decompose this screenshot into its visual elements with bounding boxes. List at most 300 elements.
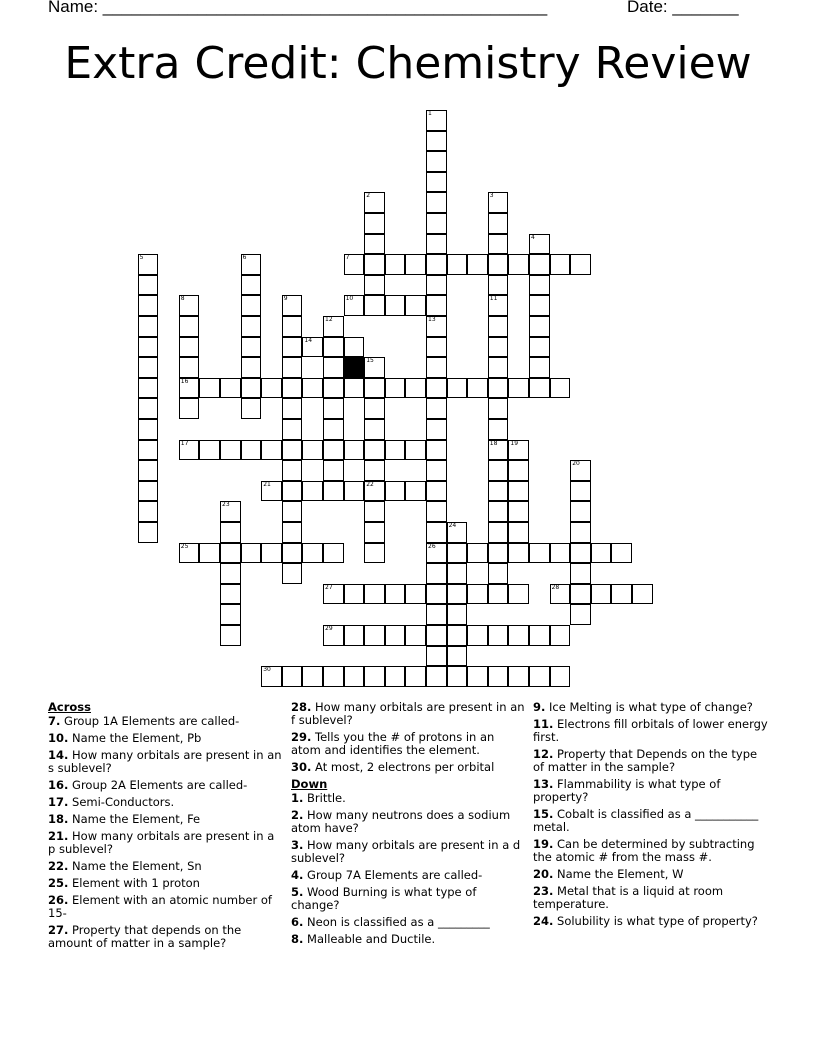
crossword-cell[interactable] (550, 378, 571, 399)
clue-number-label: 22. (48, 859, 69, 873)
crossword-cell[interactable] (364, 254, 385, 275)
crossword-cell[interactable] (405, 254, 426, 275)
crossword-cell[interactable] (508, 666, 529, 687)
crossword-cell[interactable] (364, 295, 385, 316)
crossword-cell[interactable] (570, 501, 591, 522)
clue-number: 23 (222, 501, 230, 509)
crossword-cell[interactable] (488, 460, 509, 481)
crossword-cell[interactable] (323, 666, 344, 687)
crossword-cell[interactable] (138, 378, 159, 399)
crossword-cell[interactable] (405, 584, 426, 605)
crossword-cell[interactable] (488, 543, 509, 564)
clue-number-label: 12. (533, 747, 554, 761)
crossword-cell[interactable] (220, 378, 241, 399)
crossword-cell[interactable] (344, 254, 365, 275)
clue-number-label: 16. (48, 778, 69, 792)
crossword-cell[interactable] (488, 295, 509, 316)
crossword-cell[interactable] (447, 378, 468, 399)
across-clue (48, 877, 284, 890)
crossword-cell[interactable] (261, 666, 282, 687)
crossword-cell[interactable] (488, 254, 509, 275)
crossword-cell[interactable] (138, 419, 159, 440)
crossword-cell[interactable] (241, 378, 262, 399)
crossword-cell[interactable] (282, 357, 303, 378)
crossword-cell[interactable] (323, 543, 344, 564)
crossword-cell[interactable] (426, 460, 447, 481)
date-field-label: Date: _______ (627, 0, 739, 16)
crossword-cell[interactable] (323, 419, 344, 440)
crossword-cell[interactable] (138, 316, 159, 337)
crossword-cell[interactable] (385, 625, 406, 646)
crossword-cell[interactable] (426, 440, 447, 461)
crossword-cell[interactable] (488, 522, 509, 543)
crossword-cell[interactable] (529, 337, 550, 358)
crossword-cell[interactable] (467, 543, 488, 564)
clue-number-label: 11. (533, 717, 554, 731)
crossword-cell[interactable] (220, 501, 241, 522)
clues-column-1 (48, 701, 284, 954)
crossword-cell[interactable] (529, 254, 550, 275)
crossword-cell[interactable] (282, 543, 303, 564)
crossword-cell[interactable] (302, 481, 323, 502)
crossword-cell[interactable] (405, 295, 426, 316)
across-clue (48, 894, 284, 920)
crossword-cell[interactable] (138, 398, 159, 419)
crossword-cell[interactable] (364, 357, 385, 378)
clue-number-label: 2. (291, 808, 304, 822)
crossword-cell[interactable] (488, 481, 509, 502)
across-clue (48, 860, 284, 873)
crossword-cell[interactable] (426, 316, 447, 337)
clue-number-label: 30. (291, 760, 312, 774)
crossword-cell[interactable] (570, 543, 591, 564)
crossword-cell[interactable] (241, 275, 262, 296)
crossword-cell[interactable] (426, 357, 447, 378)
crossword-cell[interactable] (138, 481, 159, 502)
crossword-cell[interactable] (426, 192, 447, 213)
crossword-cell[interactable] (138, 254, 159, 275)
clue-text: Semi-Conductors. (68, 795, 175, 809)
crossword-cell[interactable] (426, 419, 447, 440)
crossword-cell[interactable] (488, 275, 509, 296)
down-clue (291, 933, 527, 946)
black-cell (344, 357, 365, 378)
crossword-cell[interactable] (426, 481, 447, 502)
clue-number-label: 25. (48, 876, 69, 890)
crossword-cell[interactable] (447, 254, 468, 275)
crossword-cell[interactable] (550, 254, 571, 275)
crossword-cell[interactable] (241, 295, 262, 316)
crossword-cell[interactable] (282, 398, 303, 419)
clue-text: Element with an atomic number of 15- (48, 893, 272, 920)
clue-number: 1 (428, 110, 432, 117)
across-clue (48, 749, 284, 775)
crossword-cell[interactable] (323, 481, 344, 502)
crossword-cell[interactable] (385, 584, 406, 605)
crossword-cell[interactable] (364, 481, 385, 502)
crossword-cell[interactable] (220, 543, 241, 564)
crossword-cell[interactable] (282, 563, 303, 584)
crossword-cell[interactable] (591, 543, 612, 564)
clue-number: 10 (345, 295, 354, 303)
clue-text: Group 2A Elements are called- (68, 778, 248, 792)
crossword-cell[interactable] (138, 522, 159, 543)
crossword-cell[interactable] (364, 460, 385, 481)
down-clue-list-continued (533, 701, 769, 928)
clue-text: Name the Element, Fe (68, 812, 201, 826)
crossword-cell[interactable] (385, 440, 406, 461)
crossword-cell[interactable] (488, 419, 509, 440)
clue-number-label: 23. (533, 884, 554, 898)
crossword-cell[interactable] (529, 316, 550, 337)
crossword-cell[interactable] (241, 440, 262, 461)
crossword-cell[interactable] (138, 295, 159, 316)
crossword-cell[interactable] (138, 501, 159, 522)
crossword-cell[interactable] (364, 398, 385, 419)
crossword-cell[interactable] (508, 378, 529, 399)
crossword-cell[interactable] (220, 563, 241, 584)
crossword-cell[interactable] (282, 337, 303, 358)
crossword-cell[interactable] (550, 666, 571, 687)
crossword-cell[interactable] (405, 625, 426, 646)
crossword-cell[interactable] (364, 213, 385, 234)
crossword-cell[interactable] (323, 625, 344, 646)
clue-text: Metal that is a liquid at room temperature. (533, 884, 724, 911)
crossword-cell[interactable] (550, 584, 571, 605)
crossword-cell[interactable] (323, 460, 344, 481)
crossword-cell[interactable] (611, 584, 632, 605)
crossword-cell[interactable] (282, 440, 303, 461)
crossword-cell[interactable] (508, 440, 529, 461)
crossword-cell[interactable] (426, 172, 447, 193)
crossword-cell[interactable] (488, 213, 509, 234)
crossword-cell[interactable] (426, 501, 447, 522)
clue-number-label: 13. (533, 777, 554, 791)
crossword-cell[interactable] (323, 357, 344, 378)
crossword-cell[interactable] (447, 646, 468, 667)
crossword-cell[interactable] (508, 543, 529, 564)
crossword-cell[interactable] (508, 584, 529, 605)
crossword-cell[interactable] (426, 378, 447, 399)
crossword-cell[interactable] (323, 398, 344, 419)
down-clue (291, 886, 527, 912)
crossword-cell[interactable] (447, 625, 468, 646)
crossword-cell[interactable] (220, 584, 241, 605)
clue-number-label: 14. (48, 748, 69, 762)
crossword-cell[interactable] (323, 337, 344, 358)
crossword-cell[interactable] (385, 666, 406, 687)
crossword-cell[interactable] (385, 481, 406, 502)
crossword-cell[interactable] (344, 625, 365, 646)
crossword-cell[interactable] (344, 295, 365, 316)
crossword-cell[interactable] (282, 522, 303, 543)
clue-text: Name the Element, Sn (68, 859, 202, 873)
crossword-cell[interactable] (426, 110, 447, 131)
crossword-cell[interactable] (241, 398, 262, 419)
crossword-cell[interactable] (241, 254, 262, 275)
across-heading: Across (48, 700, 91, 714)
clue-number-label: 26. (48, 893, 69, 907)
clue-text: How many orbitals are present in a d sublevel? (291, 838, 521, 865)
across-clue-list (48, 715, 284, 950)
crossword-cell[interactable] (302, 543, 323, 564)
crossword-cell[interactable] (241, 543, 262, 564)
crossword-cell[interactable] (550, 543, 571, 564)
crossword-cell[interactable] (529, 378, 550, 399)
crossword-cell[interactable] (529, 275, 550, 296)
crossword-cell[interactable] (138, 460, 159, 481)
clue-text: Can be determined by subtracting the atomic # from the mass #. (533, 837, 755, 864)
crossword-cell[interactable] (364, 584, 385, 605)
crossword-cell[interactable] (302, 440, 323, 461)
crossword-cell[interactable] (550, 625, 571, 646)
clue-number: 2 (366, 192, 371, 200)
crossword-cell[interactable] (426, 543, 447, 564)
crossword-cell[interactable] (426, 275, 447, 296)
crossword-cell[interactable] (426, 337, 447, 358)
crossword-cell[interactable] (426, 625, 447, 646)
crossword-cell[interactable] (488, 440, 509, 461)
crossword-cell[interactable] (302, 666, 323, 687)
crossword-cell[interactable] (488, 357, 509, 378)
name-field-label: Name: _______________________________________________ (48, 0, 548, 16)
crossword-cell[interactable] (570, 604, 591, 625)
crossword-cell[interactable] (282, 295, 303, 316)
crossword-cell[interactable] (570, 254, 591, 275)
across-clue (48, 813, 284, 826)
crossword-cell[interactable] (570, 563, 591, 584)
clue-number: 28 (551, 583, 560, 591)
crossword-cell[interactable] (405, 666, 426, 687)
crossword-cell[interactable] (220, 440, 241, 461)
crossword-cell[interactable] (529, 625, 550, 646)
crossword-cell[interactable] (241, 316, 262, 337)
crossword-cell[interactable] (138, 337, 159, 358)
crossword-cell[interactable] (261, 440, 282, 461)
crossword-cell[interactable] (508, 460, 529, 481)
clue-text: How many neutrons does a sodium atom have? (291, 808, 511, 835)
crossword-cell[interactable] (323, 584, 344, 605)
clue-number: 9 (283, 295, 288, 303)
crossword-cell[interactable] (570, 522, 591, 543)
crossword-cell[interactable] (488, 398, 509, 419)
down-clue (291, 869, 527, 882)
down-clue (533, 915, 769, 928)
crossword-cell[interactable] (302, 378, 323, 399)
crossword-cell[interactable] (426, 295, 447, 316)
down-clue (533, 718, 769, 744)
crossword-cell[interactable] (488, 234, 509, 255)
crossword-cell[interactable] (467, 625, 488, 646)
crossword-cell[interactable] (241, 337, 262, 358)
crossword-cell[interactable] (179, 440, 200, 461)
crossword-cell[interactable] (529, 357, 550, 378)
crossword-cell[interactable] (467, 378, 488, 399)
crossword-cell[interactable] (508, 501, 529, 522)
clue-text: Name the Element, Pb (68, 731, 202, 745)
crossword-cell[interactable] (488, 316, 509, 337)
crossword-cell[interactable] (138, 275, 159, 296)
clue-number: 8 (180, 295, 185, 303)
crossword-cell[interactable] (385, 295, 406, 316)
crossword-cell[interactable] (508, 254, 529, 275)
crossword-cell[interactable] (344, 440, 365, 461)
down-heading: Down (291, 777, 328, 791)
crossword-cell[interactable] (364, 522, 385, 543)
crossword-cell[interactable] (323, 316, 344, 337)
crossword-cell[interactable] (426, 522, 447, 543)
crossword-cell[interactable] (467, 584, 488, 605)
crossword-cell[interactable] (344, 378, 365, 399)
crossword-cell[interactable] (364, 543, 385, 564)
down-clue (533, 838, 769, 864)
crossword-cell[interactable] (179, 357, 200, 378)
crossword-cell[interactable] (447, 604, 468, 625)
crossword-cell[interactable] (344, 337, 365, 358)
crossword-cell[interactable] (405, 378, 426, 399)
crossword-cell[interactable] (467, 254, 488, 275)
crossword-cell[interactable] (488, 666, 509, 687)
crossword-cell[interactable] (282, 419, 303, 440)
crossword-cell[interactable] (447, 543, 468, 564)
crossword-cell[interactable] (220, 625, 241, 646)
crossword-cell[interactable] (632, 584, 653, 605)
crossword-cell[interactable] (241, 357, 262, 378)
clue-text: Brittle. (303, 791, 346, 805)
crossword-cell[interactable] (426, 234, 447, 255)
crossword-cell[interactable] (302, 337, 323, 358)
crossword-cell[interactable] (364, 234, 385, 255)
crossword-cell[interactable] (323, 440, 344, 461)
crossword-cell[interactable] (529, 295, 550, 316)
across-clue (48, 732, 284, 745)
crossword-cell[interactable] (508, 625, 529, 646)
crossword-cell[interactable] (488, 584, 509, 605)
crossword-cell[interactable] (364, 275, 385, 296)
crossword-cell[interactable] (447, 584, 468, 605)
crossword-cell[interactable] (199, 543, 220, 564)
crossword-cell[interactable] (447, 522, 468, 543)
crossword-cell[interactable] (488, 625, 509, 646)
crossword-cell[interactable] (364, 192, 385, 213)
crossword-cell[interactable] (447, 666, 468, 687)
crossword-cell[interactable] (364, 625, 385, 646)
clue-number-label: 6. (291, 915, 304, 929)
crossword-cell[interactable] (261, 378, 282, 399)
crossword-cell[interactable] (508, 481, 529, 502)
clue-number-label: 3. (291, 838, 304, 852)
crossword-cell[interactable] (529, 666, 550, 687)
crossword-cell[interactable] (220, 604, 241, 625)
crossword-cell[interactable] (426, 563, 447, 584)
crossword-cell[interactable] (570, 584, 591, 605)
crossword-cell[interactable] (261, 543, 282, 564)
crossword-cell[interactable] (179, 316, 200, 337)
crossword-cell[interactable] (529, 543, 550, 564)
crossword-cell[interactable] (405, 481, 426, 502)
crossword-cell[interactable] (282, 501, 303, 522)
crossword-cell[interactable] (426, 666, 447, 687)
crossword-cell[interactable] (220, 522, 241, 543)
crossword-cell[interactable] (282, 378, 303, 399)
crossword-cell[interactable] (179, 543, 200, 564)
clue-text: Malleable and Ductile. (303, 932, 436, 946)
crossword-cell[interactable] (364, 501, 385, 522)
crossword-cell[interactable] (282, 460, 303, 481)
crossword-cell[interactable] (570, 460, 591, 481)
crossword-cell[interactable] (385, 378, 406, 399)
crossword-cell[interactable] (179, 337, 200, 358)
crossword-cell[interactable] (611, 543, 632, 564)
clue-text: Wood Burning is what type of change? (291, 885, 477, 912)
clue-number-label: 27. (48, 923, 69, 937)
crossword-cell[interactable] (364, 378, 385, 399)
crossword-cell[interactable] (344, 666, 365, 687)
down-clue (533, 885, 769, 911)
crossword-cell[interactable] (282, 316, 303, 337)
crossword-cell[interactable] (426, 604, 447, 625)
crossword-cell[interactable] (426, 254, 447, 275)
clues-column-2 (291, 701, 527, 950)
crossword-cell[interactable] (488, 337, 509, 358)
crossword-cell[interactable] (138, 357, 159, 378)
across-clue (48, 779, 284, 792)
crossword-cell[interactable] (488, 192, 509, 213)
clue-number: 13 (428, 316, 436, 323)
crossword-cell[interactable] (488, 563, 509, 584)
crossword-cell[interactable] (426, 584, 447, 605)
crossword-cell[interactable] (447, 563, 468, 584)
crossword-cell[interactable] (385, 254, 406, 275)
across-clue (48, 715, 284, 728)
crossword-cell[interactable] (179, 398, 200, 419)
crossword-cell[interactable] (261, 481, 282, 502)
crossword-cell[interactable] (179, 295, 200, 316)
crossword-cell[interactable] (426, 398, 447, 419)
crossword-cell[interactable] (405, 440, 426, 461)
crossword-cell[interactable] (426, 646, 447, 667)
clue-number: 15 (366, 357, 374, 365)
crossword-cell[interactable] (426, 151, 447, 172)
clue-number: 20 (572, 460, 580, 468)
clue-number: 7 (345, 254, 350, 262)
crossword-cell[interactable] (179, 378, 200, 399)
crossword-cell[interactable] (282, 666, 303, 687)
crossword-cell[interactable] (364, 666, 385, 687)
crossword-cell[interactable] (488, 378, 509, 399)
crossword-cell[interactable] (344, 584, 365, 605)
crossword-cell[interactable] (199, 378, 220, 399)
down-clue (533, 748, 769, 774)
crossword-cell[interactable] (199, 440, 220, 461)
crossword-cell[interactable] (529, 234, 550, 255)
clues-column-3 (533, 701, 769, 932)
crossword-cell[interactable] (344, 481, 365, 502)
crossword-cell[interactable] (426, 131, 447, 152)
crossword-cell[interactable] (488, 501, 509, 522)
crossword-cell[interactable] (364, 419, 385, 440)
crossword-cell[interactable] (426, 213, 447, 234)
crossword-cell[interactable] (364, 440, 385, 461)
clue-text: Element with 1 proton (68, 876, 200, 890)
crossword-cell[interactable] (138, 440, 159, 461)
crossword-cell[interactable] (323, 378, 344, 399)
crossword-cell[interactable] (508, 522, 529, 543)
crossword-cell[interactable] (282, 481, 303, 502)
crossword-cell[interactable] (570, 481, 591, 502)
crossword-cell[interactable] (467, 666, 488, 687)
crossword-cell[interactable] (591, 584, 612, 605)
